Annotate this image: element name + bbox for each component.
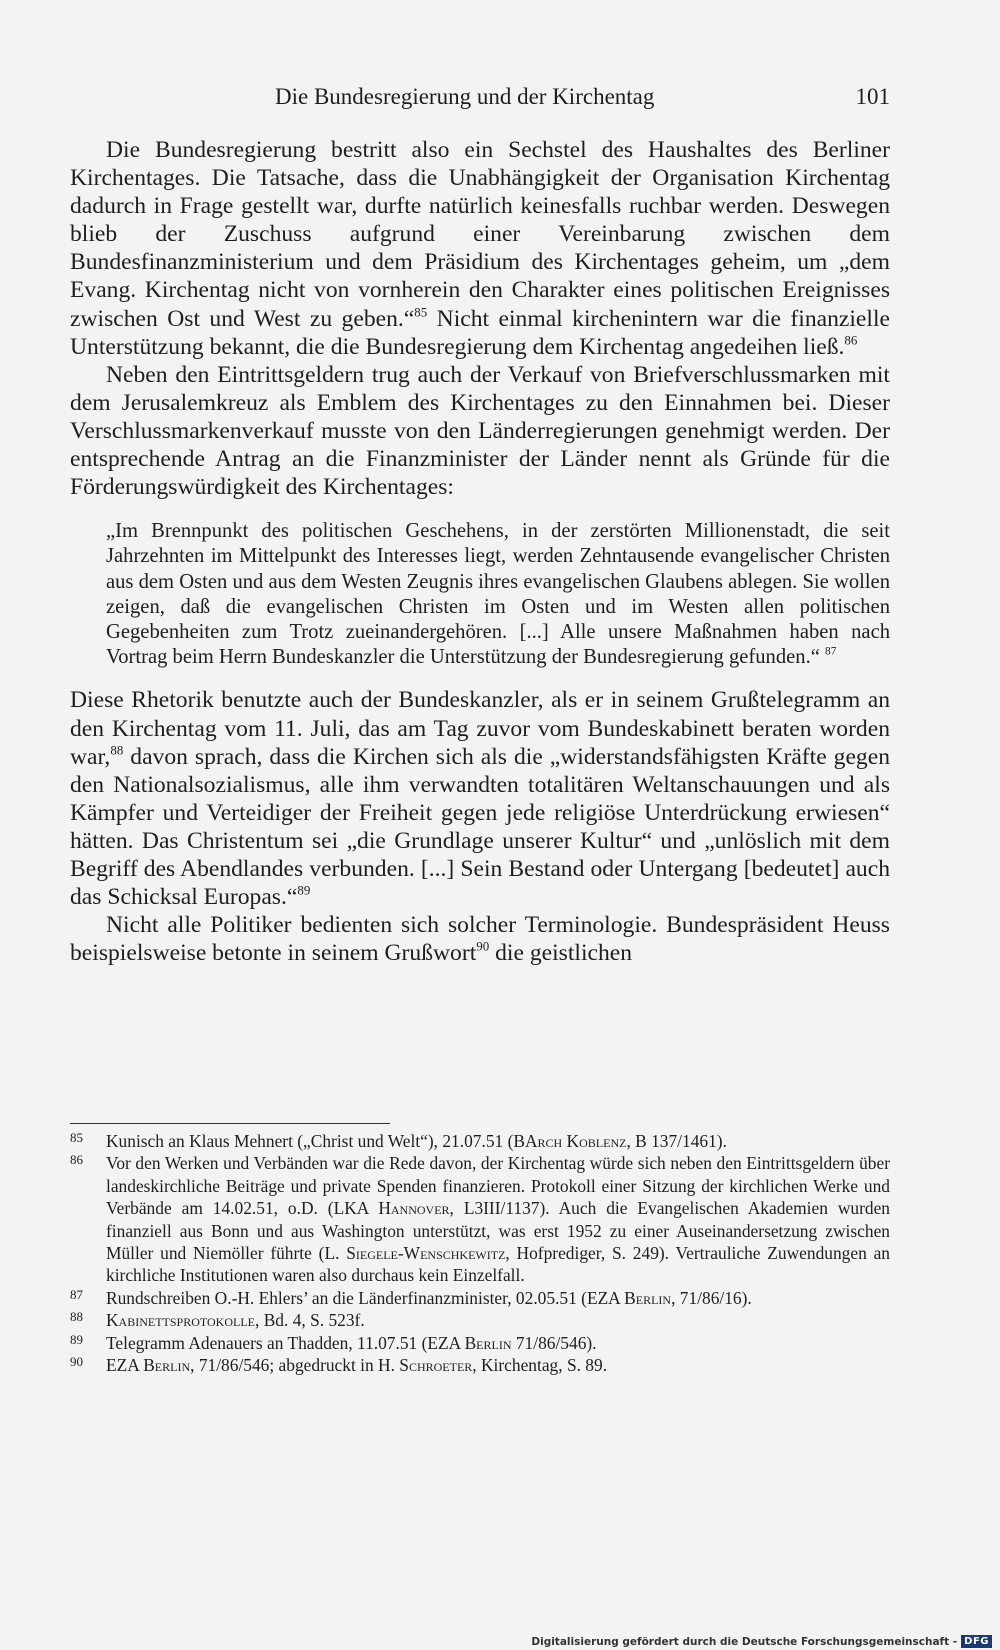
footnote-number: 86 bbox=[70, 1152, 83, 1168]
paragraph: Nicht alle Politiker bedienten sich solcher Terminologie. Bundespräsident Heuss beispielsweise betonte in seinem Grußwort$^{90}$ die geistlichen bbox=[70, 912, 890, 967]
footnote-number: 87 bbox=[70, 1286, 83, 1302]
footnote-ref[interactable]: 89 bbox=[297, 882, 311, 898]
footnote-ref[interactable]: 90 bbox=[476, 938, 490, 954]
running-head bbox=[70, 84, 890, 116]
footnote-ref[interactable]: 88 bbox=[110, 741, 124, 757]
page-number: 101 bbox=[855, 84, 890, 109]
paragraph: Die Bundesregierung bestritt also ein Sechstel des Haushaltes des Berliner Kirchentages. Die Tatsache, dass die Unabhängigkeit der Organisation Kirchentag dadurch in Frage gestellt war, durfte natürlich keinesfalls ruchbar werden. Deswegen blieb der Zuschuss aufgrund einer Vereinbarung zwischen dem Bundesfinanzministerium und dem Präsidium des Kirchentages geheim, um „dem Evang. Kirchentag nicht von vornherein den Charakter eines politischen Ereignisses zwischen Ost und West zu geben.“$^{85}$ Nicht einmal kirchenintern war die finanzielle Unterstützung bekannt, die die Bundesregierung dem Kirchentag angedeihen ließ.$^{86}$ bbox=[70, 137, 890, 360]
footnote-ref[interactable]: 87 bbox=[825, 645, 837, 658]
footnote-ref[interactable]: 85 bbox=[414, 303, 428, 319]
footnote: 85 Kunisch an Klaus Mehnert („Christ und Welt“), 21.07.51 (BArch Koblenz, B 137/1461). bbox=[70, 1130, 890, 1152]
main-text bbox=[70, 136, 890, 967]
footnote-number: 89 bbox=[70, 1331, 83, 1347]
footnote: 86 Vor den Werken und Verbänden war die Rede davon, der Kirchentag würde sich neben den Eintrittsgeldern über landeskirchliche Beiträge und private Spenden finanzieren. Protokoll einer Sitzung der kirchlichen Werke und Verbände am 14.02.51, o.D. (LKA Hannover, L3III/1137). Auch die Evangelischen Akademien wurden finanziell aus Bonn und aus Washington unterstützt, was erst 1952 zu einer Auseinandersetzung zwischen Müller und Niemöller führte (L. Siegele-Wenschkewitz, Hofprediger, S. 249). Vertrauliche Zuwendungen an kirchliche Institutionen waren also durchaus kein Einzelfall. bbox=[70, 1152, 890, 1286]
footnote-number: 85 bbox=[70, 1130, 83, 1145]
footnote: 87 Rundschreiben O.-H. Ehlers’ an die Länderfinanzminister, 02.05.51 (EZA Berlin, 71/86/16). bbox=[70, 1287, 890, 1309]
footnote: 90 EZA Berlin, 71/86/546; abgedruckt in H. Schroeter, Kirchentag, S. 89. bbox=[70, 1354, 890, 1376]
footnote-ref[interactable]: 86 bbox=[844, 331, 858, 347]
footnote: 89 Telegramm Adenauers an Thadden, 11.07.51 (EZA Berlin 71/86/546). bbox=[70, 1332, 890, 1354]
footnote-divider bbox=[70, 1123, 390, 1124]
dfg-logo: DFG bbox=[961, 1635, 992, 1648]
block-quote: „Im Brennpunkt des politischen Geschehens, in der zerstörten Millionenstadt, die seit Jahrzehnten im Mittelpunkt des Interesses liegt, werden Zehntausende evangelischer Christen aus dem Osten und aus dem Westen Zeugnis ihres evangelischen Glaubens ablegen. Sie wollen zeigen, daß die evangelischen Christen im Osten und im Westen allen politischen Gegebenheiten zum Trotz zueinandergehören. [...] Alle unsere Maßnahmen haben nach Vortrag beim Herrn Bundeskanzler die Unterstützung der Bundesregierung gefunden.“ $^{87}$ bbox=[106, 520, 890, 669]
footnote-number: 88 bbox=[70, 1309, 83, 1325]
footnotes bbox=[70, 1130, 890, 1376]
running-head-title: Die Bundesregierung und der Kirchentag bbox=[275, 84, 655, 109]
digitization-credit bbox=[531, 1635, 992, 1648]
footnote-number: 90 bbox=[70, 1354, 83, 1370]
paragraph: Neben den Eintrittsgeldern trug auch der Verkauf von Briefverschlussmarken mit dem Jerusalemkreuz als Emblem des Kirchentages zu den Einnahmen bei. Dieser Verschlussmarkenverkauf musste von den Länderregierungen genehmigt werden. Der entsprechende Antrag an die Finanzminister der Länder nennt als Gründe für die Förderungswürdigkeit des Kirchentages: bbox=[70, 361, 890, 501]
footnote: 88 Kabinettsprotokolle, Bd. 4, S. 523f. bbox=[70, 1309, 890, 1331]
paragraph: Diese Rhetorik benutzte auch der Bundeskanzler, als er in seinem Grußtelegramm an den Kirchentag vom 11. Juli, das am Tag zuvor vom Bundeskabinett beraten worden war,$^{88}$ davon sprach, dass die Kirchen sich als die „widerstandsfähigsten Kräfte gegen den Nationalsozialismus, alle ihm verwandten totalitären Weltanschauungen und als Kämpfer und Verteidiger der Freiheit gegen jede religiöse Unterdrückung erwiesen“ hätten. Das Christentum sei „die Grundlage unserer Kultur“ und „unlöslich mit dem Begriff des Abendlandes verbunden. [...] Sein Bestand oder Untergang [bedeutet] auch das Schicksal Europas.“$^{89}$ bbox=[70, 687, 890, 911]
credit-text: Digitalisierung gefördert durch die Deutsche Forschungsgemeinschaft - bbox=[531, 1635, 958, 1648]
